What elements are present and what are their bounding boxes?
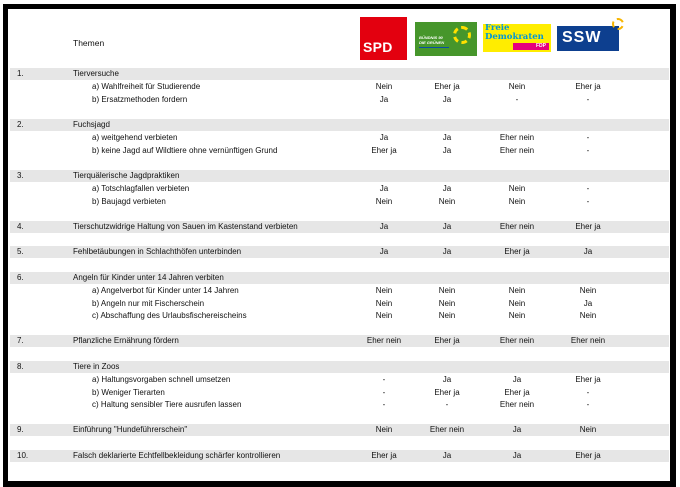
position-value: Nein	[375, 298, 393, 308]
position-value: Ja	[512, 425, 522, 434]
position-value: -	[586, 94, 590, 104]
position-value: Ja	[512, 375, 522, 384]
position-value: Ja	[379, 222, 389, 231]
position-value: Eher ja	[575, 82, 601, 91]
topic-row	[10, 450, 669, 462]
topic-number: 3.	[17, 171, 24, 180]
position-value: Eher ja	[434, 387, 460, 397]
topic-title: Fehlbetäubungen in Schlachthöfen unterbinden	[73, 247, 242, 256]
sub-item-row	[10, 387, 669, 399]
sub-item-row	[10, 196, 669, 208]
sub-item-row	[10, 132, 669, 144]
position-value: Eher ja	[575, 222, 601, 231]
sub-item-label: a) Totschlagfallen verbieten	[92, 184, 190, 193]
position-value: -	[445, 400, 449, 409]
topic-row	[10, 68, 669, 80]
topic-number: 5.	[17, 247, 24, 256]
position-value: Nein	[438, 298, 456, 308]
position-value: Ja	[442, 133, 452, 142]
ssw-logo	[557, 26, 619, 51]
position-value: -	[586, 133, 590, 142]
position-value: Eher ja	[371, 145, 397, 155]
sunflower-icon	[453, 26, 471, 44]
position-value: Nein	[508, 196, 526, 206]
topic-row	[10, 170, 669, 182]
topic-number: 8.	[17, 362, 24, 371]
position-value: -	[586, 387, 590, 397]
position-value: Ja	[512, 451, 522, 460]
position-value: Ja	[442, 145, 452, 155]
topic-title: Tiere in Zoos	[73, 362, 120, 371]
position-value: Eher nein	[570, 336, 606, 345]
sub-item-label: b) keine Jagd auf Wildtiere ohne vernünftigen Grund	[92, 145, 278, 155]
position-value: Eher nein	[499, 336, 535, 345]
sub-item-label: c) Abschaffung des Urlaubsfischereischeins	[92, 311, 247, 320]
fdp-logo-sub: FDP	[513, 43, 549, 50]
topic-number: 10.	[17, 451, 29, 460]
sub-item-label: c) Haltung sensibler Tiere ausrufen lassen	[92, 400, 242, 409]
sub-item-label: b) Angeln nur mit Fischerschein	[92, 298, 205, 308]
position-value: -	[515, 94, 519, 104]
topic-title: Tierschutzwidrige Haltung von Sauen im Kastenstand verbieten	[73, 222, 298, 231]
position-value: -	[586, 400, 590, 409]
topic-row	[10, 246, 669, 258]
sub-item-row	[10, 183, 669, 195]
topic-number: 1.	[17, 69, 24, 78]
position-value: Eher nein	[499, 145, 535, 155]
position-value: Nein	[508, 311, 526, 320]
topic-title: Falsch deklarierte Echtfellbekleidung schärfer kontrollieren	[73, 451, 281, 460]
position-value: Eher nein	[499, 400, 535, 409]
topic-number: 2.	[17, 120, 24, 129]
topic-number: 6.	[17, 273, 24, 282]
sub-item-row	[10, 145, 669, 157]
topic-row	[10, 424, 669, 436]
position-value: Eher nein	[499, 133, 535, 142]
position-value: Eher ja	[504, 247, 530, 256]
sub-item-label: a) weitgehend verbieten	[92, 133, 178, 142]
position-value: Ja	[379, 94, 389, 104]
sub-item-label: a) Haltungsvorgaben schnell umsetzen	[92, 375, 231, 384]
position-value: Ja	[442, 375, 452, 384]
position-value: Nein	[508, 184, 526, 193]
topic-number: 4.	[17, 222, 24, 231]
position-value: Ja	[379, 184, 389, 193]
position-value: Nein	[508, 286, 526, 295]
position-value: Ja	[583, 298, 593, 308]
topic-title: Einführung "Hundeführerschein"	[73, 425, 188, 434]
ssw-logo-text: SSW	[562, 29, 602, 46]
sub-item-row	[10, 285, 669, 297]
sub-item-row	[10, 310, 669, 322]
sub-item-label: b) Ersatzmethoden fordern	[92, 94, 188, 104]
position-value: Ja	[442, 222, 452, 231]
position-value: Eher ja	[575, 451, 601, 460]
topic-title: Tierversuche	[73, 69, 119, 78]
gruene-logo-text: BÜNDNIS 90 DIE GRÜNEN	[419, 35, 445, 45]
position-value: Eher ja	[434, 82, 460, 91]
position-value: Eher nein	[429, 425, 465, 434]
sub-item-row	[10, 81, 669, 93]
position-value: Ja	[442, 451, 452, 460]
fdp-logo	[483, 24, 551, 52]
position-value: Ja	[442, 94, 452, 104]
position-value: Ja	[379, 133, 389, 142]
position-value: Nein	[375, 196, 393, 206]
sub-item-label: a) Angelverbot für Kinder unter 14 Jahren	[92, 286, 239, 295]
position-value: Nein	[508, 82, 526, 91]
position-value: Nein	[375, 82, 393, 91]
position-value: Nein	[438, 286, 456, 295]
topic-row	[10, 221, 669, 233]
position-value: Eher ja	[434, 336, 460, 345]
spd-logo	[360, 17, 407, 60]
position-value: -	[382, 375, 386, 384]
topic-row	[10, 119, 669, 131]
topic-title: Tierquälerische Jagdpraktiken	[73, 171, 180, 180]
sub-item-row	[10, 374, 669, 386]
position-value: Nein	[579, 311, 597, 320]
position-value: Nein	[375, 286, 393, 295]
sub-item-label: b) Weniger Tierarten	[92, 387, 165, 397]
position-value: Eher nein	[499, 222, 535, 231]
position-value: Eher ja	[371, 451, 397, 460]
gruene-underline	[419, 47, 449, 48]
position-value: Ja	[583, 247, 593, 256]
sub-item-row	[10, 399, 669, 411]
position-value: Ja	[442, 247, 452, 256]
position-value: Nein	[579, 286, 597, 295]
position-value: Nein	[375, 425, 393, 434]
sub-item-row	[10, 94, 669, 106]
position-value: -	[586, 184, 590, 193]
topic-title: Angeln für Kinder unter 14 Jahren verbiten	[73, 273, 224, 282]
topic-number: 7.	[17, 336, 24, 345]
sub-item-row	[10, 298, 669, 310]
position-value: Ja	[379, 247, 389, 256]
topic-title: Fuchsjagd	[73, 120, 110, 129]
column-header-themen: Themen	[73, 38, 105, 48]
ssw-sun-icon	[612, 18, 624, 30]
topic-row	[10, 361, 669, 373]
fdp-logo-text: Freie Demokraten	[485, 24, 544, 42]
topic-title: Pflanzliche Ernährung fördern	[73, 336, 179, 345]
position-value: Nein	[438, 196, 456, 206]
position-value: Nein	[508, 298, 526, 308]
position-value: -	[586, 145, 590, 155]
position-value: Eher ja	[504, 387, 530, 397]
position-value: Nein	[579, 425, 597, 434]
position-value: Nein	[438, 311, 456, 320]
position-value: -	[382, 400, 386, 409]
gruene-logo	[415, 22, 477, 56]
sub-item-label: b) Baujagd verbieten	[92, 196, 166, 206]
position-value: -	[586, 196, 590, 206]
sub-item-label: a) Wahlfreiheit für Studierende	[92, 82, 201, 91]
position-value: -	[382, 387, 386, 397]
topic-row	[10, 272, 669, 284]
topic-number: 9.	[17, 425, 24, 434]
position-value: Ja	[442, 184, 452, 193]
position-value: Eher nein	[366, 336, 402, 345]
topic-row	[10, 335, 669, 347]
position-value: Eher ja	[575, 375, 601, 384]
spd-logo-text: SPD	[363, 39, 393, 55]
position-value: Nein	[375, 311, 393, 320]
